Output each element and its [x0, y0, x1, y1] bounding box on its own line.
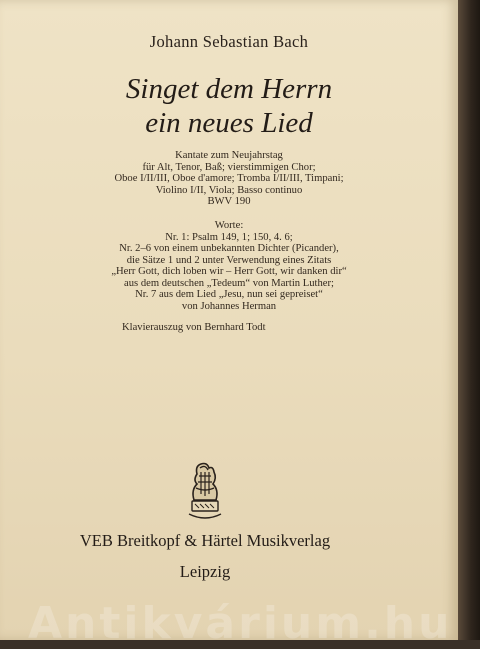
worte-line: Nr. 1: Psalm 149, 1; 150, 4. 6;	[165, 231, 293, 243]
title-line: Singet dem Herrn	[125, 73, 333, 105]
worte-line: die Sätze 1 und 2 unter Verwendung eines Zitats	[126, 254, 332, 266]
title-line: ein neues Lied	[145, 107, 313, 139]
description-line: Kantate zum Neujahrstag	[175, 150, 283, 161]
cantata-description	[0, 150, 458, 208]
description-line: für Alt, Tenor, Baß; vierstimmigen Chor;	[142, 161, 316, 173]
composer-name: Johann Sebastian Bach	[149, 32, 309, 51]
bwv-number: BWV 190	[207, 196, 251, 207]
worte-line: von Johannes Herman	[181, 300, 277, 312]
watermark: Antikvárium.hu	[28, 598, 453, 649]
worte-heading: Worte:	[214, 220, 244, 231]
text-sources	[0, 220, 458, 312]
description-line: Oboe I/II/III, Oboe d'amore; Tromba I/II/III, Timpani;	[114, 173, 344, 184]
worte-line: aus dem deutschen „Tedeum“ von Martin Luther;	[124, 277, 334, 289]
worte-line: Nr. 2–6 von einem unbekannten Dichter (Picander),	[119, 243, 339, 254]
publisher-emblem-icon	[183, 460, 227, 524]
publisher-name: VEB Breitkopf & Härtel Musikverlag	[79, 531, 331, 550]
book-spine-edge	[458, 0, 480, 640]
worte-line: „Herr Gott, dich loben wir – Herr Gott, wir danken dir“	[111, 266, 347, 277]
cantata-title	[0, 72, 458, 140]
description-line: Violino I/II, Viola; Basso continuo	[155, 184, 303, 196]
piano-reduction-credit: Klavierauszug von Bernhard Todt	[122, 322, 266, 333]
worte-line: Nr. 7 aus dem Lied „Jesu, nun sei gepreiset“	[135, 289, 323, 300]
publisher-city: Leipzig	[179, 562, 231, 581]
